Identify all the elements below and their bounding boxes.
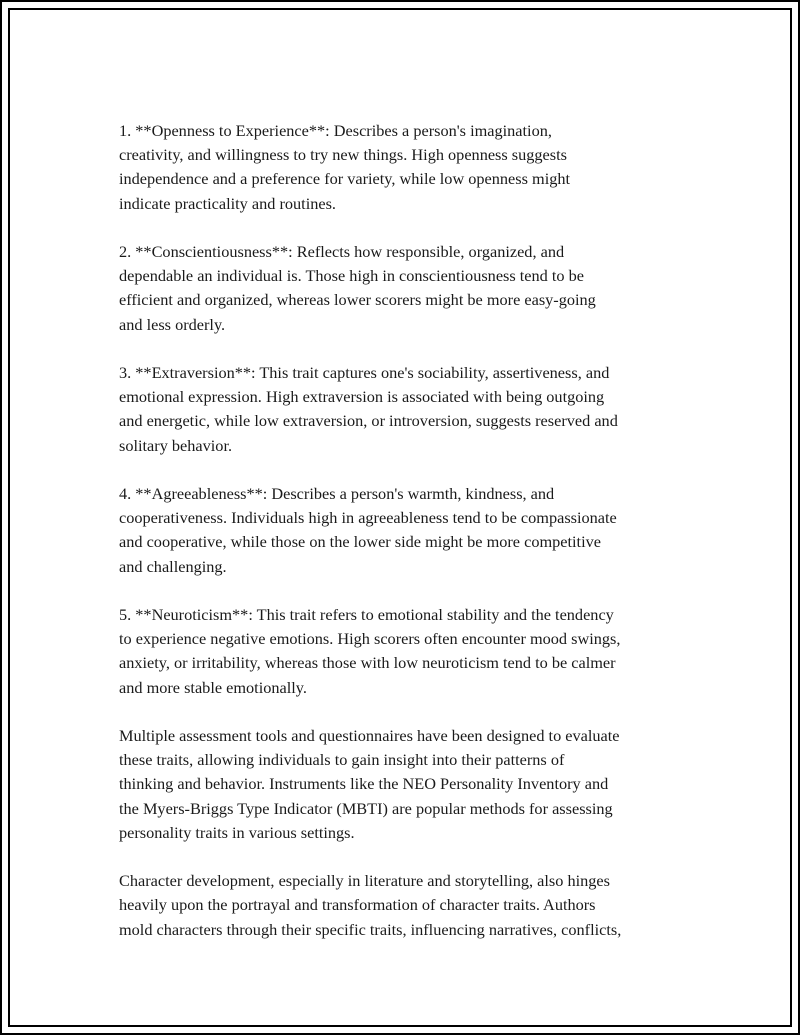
document-body [119, 119, 694, 966]
paragraph-extraversion: 3. **Extraversion**: This trait captures one's sociability, assertiveness, and emotional expression. High extraversion is associated with being outgoing and energetic, while low extraversion, or introversion, suggests reserved and solitary behavior. [119, 363, 618, 455]
paragraph-character-development: Character development, especially in literature and storytelling, also hinges heavily upon the portrayal and transformation of character traits. Authors mold characters through their specific traits, influencing narratives, conflicts, [119, 871, 622, 939]
paragraph-openness: 1. **Openness to Experience**: Describes a person's imagination, creativity, and willingness to try new things. High openness suggests independence and a preference for variety, while low openness might indicate practicality and routines. [119, 121, 571, 213]
paragraph-conscientiousness: 2. **Conscientiousness**: Reflects how responsible, organized, and dependable an individual is. Those high in conscientiousness tend to be efficient and organized, whereas lower scorers might be more easy-going and less orderly. [119, 242, 596, 334]
paragraph-assessment-tools: Multiple assessment tools and questionnaires have been designed to evaluate these traits, allowing individuals to gain insight into their patterns of thinking and behavior. Instruments like the NEO Personality Inventory and the Myers-Briggs Type Indicator (MBTI) are popular methods for assessing personality traits in various settings. [119, 726, 620, 842]
paragraph-agreeableness: 4. **Agreeableness**: Describes a person's warmth, kindness, and cooperativeness. Individuals high in agreeableness tend to be compassionate and cooperative, while those on the lower side might be more competitive and challenging. [119, 484, 617, 576]
paragraph-neuroticism: 5. **Neuroticism**: This trait refers to emotional stability and the tendency to experience negative emotions. High scorers often encounter mood swings, anxiety, or irritability, whereas those with low neuroticism tend to be calmer and more stable emotionally. [119, 605, 621, 697]
